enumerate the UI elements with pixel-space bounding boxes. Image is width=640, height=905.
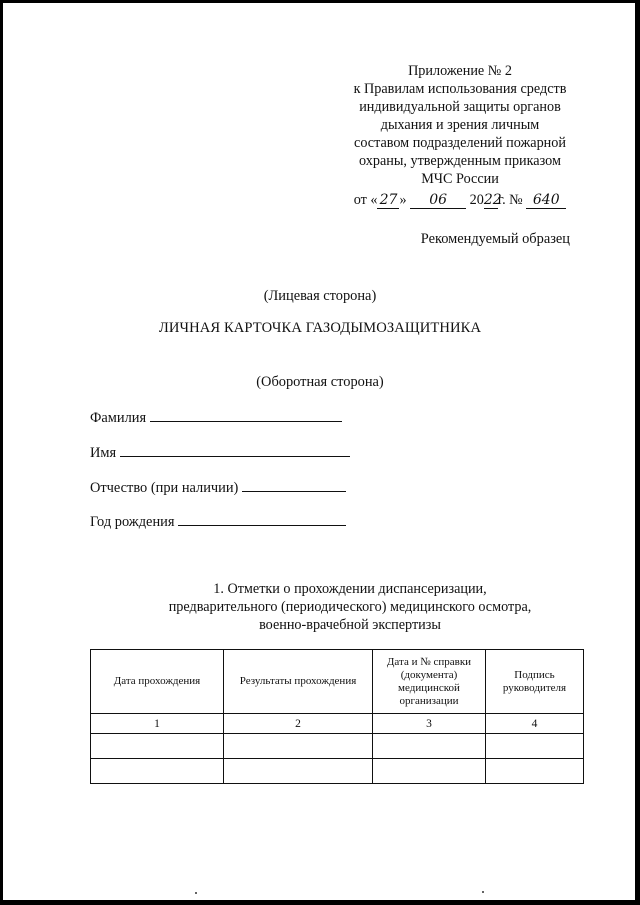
- order-year: 22: [483, 192, 502, 208]
- table-number-row: [91, 714, 584, 734]
- appendix-line: дыхания и зрения личным: [380, 117, 540, 133]
- year-prefix: 20: [469, 192, 484, 208]
- year-suffix: г. №: [497, 192, 523, 208]
- scan-border-left: [0, 0, 3, 905]
- order-month: 06: [410, 193, 466, 209]
- name-field: [90, 444, 350, 462]
- table-row: [91, 759, 584, 784]
- appendix-line: индивидуальной защиты органов: [359, 99, 561, 115]
- appendix-line: Приложение № 2: [408, 63, 512, 79]
- name-line[interactable]: [120, 444, 350, 457]
- surname-line[interactable]: [150, 409, 342, 422]
- table-cell[interactable]: [224, 759, 373, 784]
- table-cell[interactable]: [373, 734, 486, 759]
- table-cell[interactable]: [91, 734, 224, 759]
- appendix-block: [330, 62, 590, 209]
- scan-speck: [482, 891, 484, 893]
- table-cell[interactable]: [373, 759, 486, 784]
- date-close: »: [399, 192, 407, 208]
- birth-year-line[interactable]: [178, 513, 346, 526]
- scan-border-right: [635, 0, 640, 905]
- order-date-line: [330, 191, 590, 209]
- header-certificate: Дата и № справки (документа) медицинской организации: [373, 650, 486, 714]
- patronymic-line[interactable]: [242, 479, 346, 492]
- medical-marks-table: [90, 649, 584, 784]
- column-number: 4: [486, 714, 584, 734]
- scan-border-bottom: [0, 900, 640, 905]
- name-label: Имя: [90, 445, 117, 461]
- back-side-label: (Оборотная сторона): [256, 374, 384, 390]
- header-signature: Подпись руководителя: [486, 650, 584, 714]
- surname-field: [90, 409, 342, 427]
- column-number: 1: [91, 714, 224, 734]
- scan-speck: [195, 892, 197, 894]
- table-cell[interactable]: [224, 734, 373, 759]
- section-title-line: предварительного (периодического) медицинского осмотра,: [168, 599, 532, 615]
- column-number: 3: [373, 714, 486, 734]
- appendix-line: к Правилам использования средств: [353, 81, 567, 97]
- section-1-title: [120, 580, 580, 634]
- card-title: ЛИЧНАЯ КАРТОЧКА ГАЗОДЫМОЗАЩИТНИКА: [158, 320, 482, 336]
- order-number: 640: [526, 193, 566, 209]
- surname-label: Фамилия: [90, 410, 147, 426]
- section-title-line: 1. Отметки о прохождении диспансеризации,: [213, 581, 487, 597]
- header-results: Результаты прохождения: [224, 650, 373, 714]
- table-header-row: [91, 650, 584, 714]
- patronymic-field: [90, 479, 346, 497]
- scan-border-top: [0, 0, 640, 3]
- appendix-line: охраны, утвержденным приказом: [359, 153, 561, 169]
- appendix-line: составом подразделений пожарной: [354, 135, 566, 151]
- table-cell[interactable]: [486, 759, 584, 784]
- appendix-line: МЧС России: [421, 171, 499, 187]
- table-cell[interactable]: [486, 734, 584, 759]
- birth-year-label: Год рождения: [90, 514, 175, 530]
- section-title-line: военно-врачебной экспертизы: [259, 617, 441, 633]
- birth-year-field: [90, 513, 346, 531]
- front-side-label: (Лицевая сторона): [263, 288, 377, 304]
- order-day: 27: [377, 193, 399, 209]
- recommended-sample: Рекомендуемый образец: [420, 231, 570, 247]
- table-cell[interactable]: [91, 759, 224, 784]
- column-number: 2: [224, 714, 373, 734]
- header-date: Дата прохождения: [91, 650, 224, 714]
- table-row: [91, 734, 584, 759]
- date-prefix: от «: [353, 192, 378, 208]
- patronymic-label: Отчество (при наличии): [90, 480, 239, 496]
